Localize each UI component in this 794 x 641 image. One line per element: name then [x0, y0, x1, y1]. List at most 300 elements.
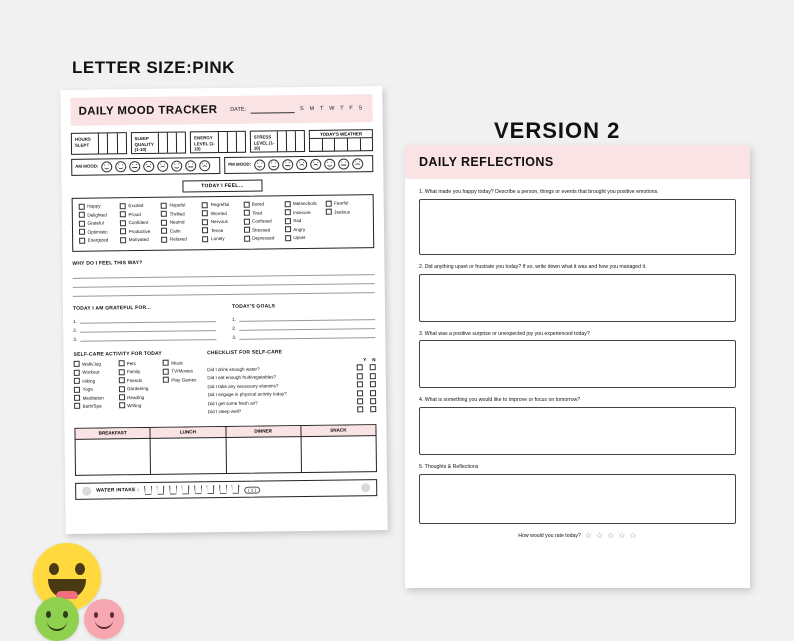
selfcare-label: Play Games — [171, 377, 197, 383]
feeling-option[interactable] — [243, 209, 284, 216]
sad-face-icon[interactable] — [310, 158, 321, 169]
today-i-feel-banner: TODAY I FEEL... — [182, 179, 262, 192]
version-title: VERSION 2 — [494, 118, 621, 143]
checkbox-icon[interactable] — [243, 210, 249, 216]
line-number: 1. — [232, 317, 236, 323]
checkbox-icon[interactable] — [79, 229, 85, 235]
checkbox-icon[interactable] — [161, 237, 167, 243]
feeling-option[interactable] — [161, 236, 202, 243]
feeling-label: Motivated — [128, 237, 149, 243]
meal-cell[interactable] — [150, 437, 226, 474]
answer-box[interactable] — [419, 474, 736, 524]
feeling-label: Jealous — [334, 209, 351, 215]
smiley-face-icon[interactable] — [268, 159, 279, 170]
why-section-title: WHY DO I FEEL THIS WAY? — [72, 260, 143, 268]
checklist-question: Did I take any necessary vitamins? — [207, 383, 279, 389]
metric-stress-level[interactable] — [250, 130, 306, 152]
feeling-option[interactable] — [120, 228, 161, 235]
sad-face-icon[interactable] — [157, 160, 168, 171]
feeling-label: Calm — [169, 228, 181, 234]
metric-label: ENERGY LEVEL (1-10) — [194, 135, 215, 152]
selfcare-option[interactable] — [163, 368, 198, 374]
rating-row[interactable] — [419, 532, 736, 540]
grateful-title: TODAY I AM GRATEFUL FOR... — [72, 305, 152, 313]
sad-face-icon[interactable] — [199, 160, 210, 171]
checkbox-icon[interactable] — [119, 394, 125, 400]
checkbox-icon[interactable] — [326, 200, 332, 206]
checkbox-icon[interactable] — [326, 209, 332, 215]
checkbox-icon[interactable] — [120, 211, 126, 217]
question-label: 4. What is something you would like to improve or focus on tomorrow? — [419, 397, 581, 404]
feelings-column — [79, 203, 121, 246]
feeling-option[interactable] — [203, 236, 244, 243]
checkbox-icon[interactable] — [161, 211, 167, 217]
feelings-checkbox-grid[interactable] — [72, 194, 375, 253]
checklist-row[interactable] — [208, 398, 377, 406]
page2-body — [405, 179, 750, 550]
selfcare-option[interactable] — [119, 402, 154, 408]
checklist-row[interactable] — [207, 381, 376, 389]
checkbox-icon[interactable] — [120, 203, 126, 209]
selfcare-label: Writing — [127, 402, 142, 409]
cup-icon[interactable] — [219, 485, 227, 494]
checkbox-icon[interactable] — [119, 403, 125, 409]
selfcare-column — [74, 361, 109, 412]
selfcare-option[interactable] — [74, 378, 109, 384]
feeling-option[interactable] — [161, 202, 202, 209]
yes-checkbox[interactable] — [357, 407, 363, 413]
checkbox-icon[interactable] — [118, 361, 124, 367]
checkbox-icon[interactable] — [243, 218, 249, 224]
cup-icon[interactable] — [157, 486, 165, 495]
selfcare-option[interactable] — [118, 360, 153, 366]
feelings-column — [243, 201, 285, 244]
yes-checkbox[interactable] — [357, 398, 363, 404]
checkbox-icon[interactable] — [74, 403, 80, 409]
line-number: 3. — [232, 335, 237, 341]
metric-energy-level[interactable] — [190, 131, 246, 153]
feeling-option[interactable] — [161, 228, 202, 235]
feelings-column — [202, 201, 244, 244]
feeling-option[interactable] — [79, 237, 120, 244]
meals-body-row — [76, 435, 376, 475]
no-checkbox[interactable] — [370, 390, 376, 396]
checkbox-icon[interactable] — [74, 370, 80, 376]
feeling-option[interactable] — [285, 226, 326, 233]
page1-title: DAILY MOOD TRACKER — [78, 104, 218, 118]
checkbox-icon[interactable] — [118, 386, 124, 392]
checkbox-icon[interactable] — [202, 219, 208, 225]
feeling-option[interactable] — [285, 217, 326, 224]
checkbox-icon[interactable] — [285, 235, 291, 241]
feeling-label: Lonely — [211, 236, 225, 242]
page1-header — [70, 94, 372, 126]
yes-no-header — [207, 358, 376, 365]
smiley-face-icon[interactable] — [171, 160, 182, 171]
am-mood-selector[interactable] — [71, 157, 220, 176]
feeling-option[interactable] — [243, 201, 284, 208]
sad-face-icon[interactable] — [143, 160, 154, 171]
no-checkbox[interactable] — [370, 407, 376, 413]
cup-icon[interactable] — [182, 485, 190, 494]
checklist-question: Did I eat enough fruit/vegetables? — [207, 374, 277, 381]
feeling-option[interactable] — [161, 210, 202, 217]
no-checkbox[interactable] — [370, 398, 376, 404]
feeling-label: Neutral — [169, 219, 185, 225]
cup-icon[interactable] — [169, 485, 177, 494]
feeling-label: Angry — [293, 226, 306, 232]
feeling-option[interactable] — [79, 229, 120, 236]
rating-label: How would you rate today? — [518, 532, 581, 539]
checkbox-icon[interactable] — [202, 202, 208, 208]
feeling-label: Relaxed — [169, 236, 187, 243]
meal-header: LUNCH — [150, 427, 225, 438]
goals-column — [232, 303, 375, 341]
feeling-label: Proud — [128, 211, 141, 217]
feeling-option[interactable] — [120, 219, 161, 226]
mood-row — [71, 155, 373, 176]
checklist-row[interactable] — [207, 365, 376, 373]
cup-icon[interactable] — [232, 485, 240, 494]
selfcare-title: SELF-CARE ACTIVITY FOR TODAY — [73, 351, 162, 359]
feeling-label: Optimistic — [87, 229, 108, 235]
feeling-option[interactable] — [79, 220, 120, 227]
neutral-face-icon[interactable] — [338, 158, 349, 169]
feeling-option[interactable] — [202, 227, 243, 234]
metric-sleep-quality[interactable] — [130, 131, 186, 153]
mood-tracker-page — [60, 86, 387, 534]
feeling-option[interactable] — [285, 235, 326, 242]
feeling-label: Insecure — [292, 209, 311, 215]
selfcare-label: TV/Movies — [171, 368, 194, 375]
star-icon[interactable]: ☆ — [584, 530, 593, 540]
feeling-option[interactable] — [161, 219, 202, 226]
checkbox-icon[interactable] — [243, 201, 249, 207]
feeling-label: Happy — [87, 203, 101, 209]
selfcare-option[interactable] — [118, 369, 153, 375]
feelings-column — [120, 202, 162, 245]
checkbox-icon[interactable] — [118, 369, 124, 375]
no-checkbox[interactable] — [370, 381, 376, 387]
no-label: N — [372, 357, 376, 363]
line-number: 2. — [232, 326, 237, 332]
feeling-label: Energized — [87, 237, 109, 244]
sad-face-icon[interactable] — [296, 158, 307, 169]
checkbox-icon[interactable] — [285, 226, 291, 232]
selfcare-option[interactable] — [74, 394, 109, 400]
green-smiley-emoji-icon — [35, 597, 79, 641]
line-number: 2. — [73, 328, 78, 334]
checkbox-icon[interactable] — [163, 360, 169, 366]
neutral-face-icon[interactable] — [129, 161, 140, 172]
feeling-option[interactable] — [326, 208, 367, 215]
feeling-option[interactable] — [284, 209, 325, 216]
am-mood-faces[interactable] — [101, 160, 210, 172]
selfcare-option[interactable] — [163, 360, 198, 366]
checklist-row[interactable] — [207, 373, 376, 381]
numbered-line[interactable] — [232, 330, 375, 341]
selfcare-option[interactable] — [74, 369, 109, 375]
feeling-option[interactable] — [79, 211, 120, 218]
water-intake-label: WATER INTAKE : — [96, 487, 140, 494]
star-icon[interactable]: ☆ — [618, 530, 626, 540]
selfcare-option[interactable] — [163, 377, 198, 383]
smiley-face-icon[interactable] — [324, 158, 335, 169]
reflection-question-4 — [419, 397, 736, 455]
metric-hours-slept[interactable] — [71, 132, 127, 154]
checklist-question: Did I sleep well? — [207, 408, 242, 415]
yes-checkbox[interactable] — [357, 373, 363, 379]
checkbox-icon[interactable] — [163, 369, 169, 375]
checkbox-icon[interactable] — [118, 377, 124, 383]
water-cups — [144, 483, 356, 495]
reflection-question-2 — [419, 264, 736, 322]
checklist-question: Did I engage in physical activity today? — [207, 391, 287, 398]
todays-weather[interactable] — [309, 129, 373, 151]
feeling-label: Melancholic — [292, 200, 318, 207]
water-intake-tracker[interactable] — [75, 479, 377, 500]
feelings-column — [161, 202, 203, 245]
checkbox-icon[interactable] — [120, 237, 126, 243]
weekday-selector[interactable]: S M T W T F S — [299, 105, 365, 113]
pm-mood-faces[interactable] — [254, 158, 363, 170]
date-row — [230, 105, 364, 114]
feeling-label: Hopeful — [169, 202, 186, 208]
numbered-line[interactable] — [73, 332, 216, 343]
metric-label: SLEEP QUALITY (1-10) — [134, 135, 154, 153]
checkbox-icon[interactable] — [202, 227, 208, 233]
selfcare-option[interactable] — [118, 386, 153, 392]
meal-header: SNACK — [300, 425, 375, 436]
checklist-question: Did I get some fresh air? — [207, 400, 258, 406]
feeling-option[interactable] — [244, 227, 285, 234]
selfcare-option[interactable] — [119, 394, 154, 400]
yes-checkbox[interactable] — [357, 382, 363, 388]
checkbox-icon[interactable] — [161, 202, 167, 208]
selfcare-checklist — [207, 349, 376, 417]
feeling-label: Nervous — [210, 219, 228, 225]
bottle-icon — [361, 483, 370, 492]
feeling-option[interactable] — [202, 218, 243, 225]
feeling-option[interactable] — [326, 200, 367, 207]
checkbox-icon[interactable] — [74, 386, 80, 392]
feeling-option[interactable] — [244, 235, 285, 242]
checklist-row[interactable] — [208, 407, 377, 415]
water-drop-icon — [82, 486, 91, 495]
water-amount-pill[interactable]: ( 1 ) — [244, 486, 260, 493]
checkbox-icon[interactable] — [79, 220, 85, 226]
selfcare-label: Walk/Jog — [82, 361, 101, 367]
letter-size-title: LETTER SIZE:PINK — [72, 58, 235, 77]
feeling-option[interactable] — [120, 237, 161, 244]
answer-box[interactable] — [419, 199, 736, 255]
selfcare-label: Family — [126, 369, 141, 375]
feeling-option[interactable] — [284, 200, 325, 207]
meal-cell[interactable] — [225, 436, 301, 473]
feeling-label: Excited — [128, 202, 144, 209]
feeling-label: Upset — [293, 235, 306, 241]
metric-label: HOURS SLEPT — [74, 136, 91, 148]
selfcare-label: Bath/Spa — [82, 403, 102, 409]
checkbox-icon[interactable] — [203, 236, 209, 242]
cup-icon[interactable] — [144, 486, 152, 495]
smiley-face-icon[interactable] — [101, 161, 112, 172]
pink-smiley-emoji-icon — [84, 599, 124, 639]
line-number: 1. — [73, 319, 78, 325]
meal-cell[interactable] — [76, 438, 151, 475]
checkbox-icon[interactable] — [120, 228, 126, 234]
selfcare-label: Music — [171, 360, 184, 366]
meal-cell[interactable] — [300, 435, 376, 472]
checkbox-icon[interactable] — [163, 377, 169, 383]
feeling-option[interactable] — [243, 218, 284, 225]
star-icon[interactable]: ☆ — [607, 530, 615, 540]
goals-lines — [232, 312, 375, 341]
checkbox-icon[interactable] — [74, 361, 80, 367]
weather-label: TODAY'S WEATHER — [310, 130, 372, 139]
checklist-question: Did I drink enough water? — [207, 366, 260, 373]
metric-cells[interactable] — [158, 132, 185, 152]
date-label: DATE: — [230, 106, 247, 113]
checkbox-icon[interactable] — [161, 219, 167, 225]
selfcare-label: Gardening — [126, 386, 149, 392]
cup-icon[interactable] — [207, 485, 215, 494]
checklist-title: CHECKLIST FOR SELF-CARE — [207, 349, 283, 357]
metrics-row — [71, 129, 373, 154]
checkbox-icon[interactable] — [74, 395, 80, 401]
feeling-label: Confused — [251, 218, 272, 224]
feeling-label: Delighted — [87, 212, 107, 218]
feeling-option[interactable] — [120, 211, 161, 218]
grateful-lines — [73, 314, 216, 343]
grateful-column — [73, 305, 216, 343]
feeling-label: Depressed — [252, 235, 275, 242]
selfcare-column — [163, 360, 198, 411]
smiley-face-icon[interactable] — [254, 159, 265, 170]
selfcare-label: Pets — [126, 361, 136, 367]
feeling-option[interactable] — [120, 202, 161, 209]
sad-face-icon[interactable] — [352, 158, 363, 169]
feelings-column — [284, 200, 326, 243]
no-checkbox[interactable] — [370, 373, 376, 379]
feeling-label: Worried — [210, 210, 227, 216]
feeling-label: Confident — [128, 220, 149, 226]
selfcare-label: Friends — [126, 377, 143, 383]
why-lines[interactable] — [73, 267, 375, 298]
feeling-label: Regretful — [210, 201, 230, 208]
smiley-face-icon[interactable] — [115, 161, 126, 172]
selfcare-checklist-row — [74, 349, 377, 419]
pm-mood-selector[interactable] — [224, 155, 373, 174]
checkbox-icon[interactable] — [79, 212, 85, 218]
feeling-label: Stressed — [252, 227, 271, 233]
feeling-label: Thrilled — [169, 211, 185, 217]
feeling-option[interactable] — [202, 201, 243, 208]
selfcare-activities — [74, 351, 198, 419]
date-input-line[interactable] — [251, 106, 295, 114]
am-mood-label: AM MOOD: — [75, 163, 99, 170]
checkbox-icon[interactable] — [202, 210, 208, 216]
metric-cells[interactable] — [277, 131, 304, 151]
meal-header: DINNER — [225, 426, 300, 437]
selfcare-label: Reading — [127, 394, 145, 400]
meals-table — [74, 424, 377, 476]
metric-cells[interactable] — [98, 133, 125, 153]
question-label: 5. Thoughts & Reflections — [419, 464, 479, 470]
answer-box[interactable] — [419, 340, 736, 388]
question-label: 1. What made you happy today? Describe a person, things or events that brought you positive emotions. — [419, 189, 659, 195]
checkbox-icon[interactable] — [120, 220, 126, 226]
checklist-row[interactable] — [208, 390, 377, 398]
pm-mood-label: PM MOOD: — [228, 162, 252, 168]
feelings-column — [326, 200, 368, 243]
checkbox-icon[interactable] — [74, 378, 80, 384]
neutral-face-icon[interactable] — [282, 159, 293, 170]
selfcare-column — [118, 360, 153, 411]
weather-icons[interactable] — [310, 138, 372, 150]
star-icon[interactable]: ☆ — [629, 530, 637, 540]
selfcare-label: Meditation — [82, 395, 104, 401]
yes-checkbox[interactable] — [357, 365, 363, 371]
checkbox-icon[interactable] — [244, 227, 250, 233]
page2-title: DAILY REFLECTIONS — [419, 155, 554, 169]
cup-icon[interactable] — [194, 485, 202, 494]
reflection-question-1 — [419, 189, 736, 255]
feeling-label: Tense — [210, 227, 224, 233]
meal-header: BREAKFAST — [98, 430, 127, 436]
feeling-label: Grateful — [87, 220, 104, 226]
checkbox-icon[interactable] — [284, 209, 290, 215]
checkbox-icon[interactable] — [79, 203, 85, 209]
star-icon[interactable]: ☆ — [596, 530, 604, 540]
selfcare-option[interactable] — [74, 386, 109, 392]
feeling-option[interactable] — [202, 210, 243, 217]
checkbox-icon[interactable] — [285, 218, 291, 224]
checkbox-icon[interactable] — [161, 228, 167, 234]
selfcare-option[interactable] — [74, 403, 109, 409]
reflection-question-3 — [419, 331, 736, 389]
answer-box[interactable] — [419, 407, 736, 455]
question-label: 3. What was a positive surprise or unexpected joy you experienced today? — [419, 330, 590, 337]
checkbox-icon[interactable] — [284, 201, 290, 207]
question-label: 2. Did anything upset or frustrate you today? If so, write down what it was and how you managed it. — [419, 263, 647, 270]
metric-cells[interactable] — [217, 132, 244, 152]
checkbox-icon[interactable] — [79, 238, 85, 244]
yes-label: Y — [363, 357, 367, 363]
checkbox-icon[interactable] — [244, 236, 250, 242]
answer-box[interactable] — [419, 274, 736, 322]
selfcare-option[interactable] — [118, 377, 153, 383]
selfcare-label: Yoga — [82, 386, 93, 392]
neutral-face-icon[interactable] — [185, 160, 196, 171]
metric-label: STRESS LEVEL (1-10) — [253, 134, 275, 151]
selfcare-option[interactable] — [74, 361, 109, 367]
feeling-label: Bored — [251, 201, 265, 207]
no-checkbox[interactable] — [370, 365, 376, 371]
goals-title: TODAY'S GOALS — [231, 303, 276, 311]
yes-checkbox[interactable] — [357, 390, 363, 396]
feeling-label: Sad — [293, 218, 302, 224]
selfcare-label: Hiking — [82, 378, 96, 384]
feeling-option[interactable] — [79, 203, 120, 210]
selfcare-label: Workout — [82, 369, 100, 376]
line-number: 3. — [73, 337, 78, 343]
grateful-goals-row — [73, 303, 375, 343]
reflection-question-5 — [419, 464, 736, 524]
feeling-label: Tired — [251, 210, 263, 216]
page2-header — [405, 145, 750, 179]
feeling-label: Productive — [128, 228, 151, 234]
